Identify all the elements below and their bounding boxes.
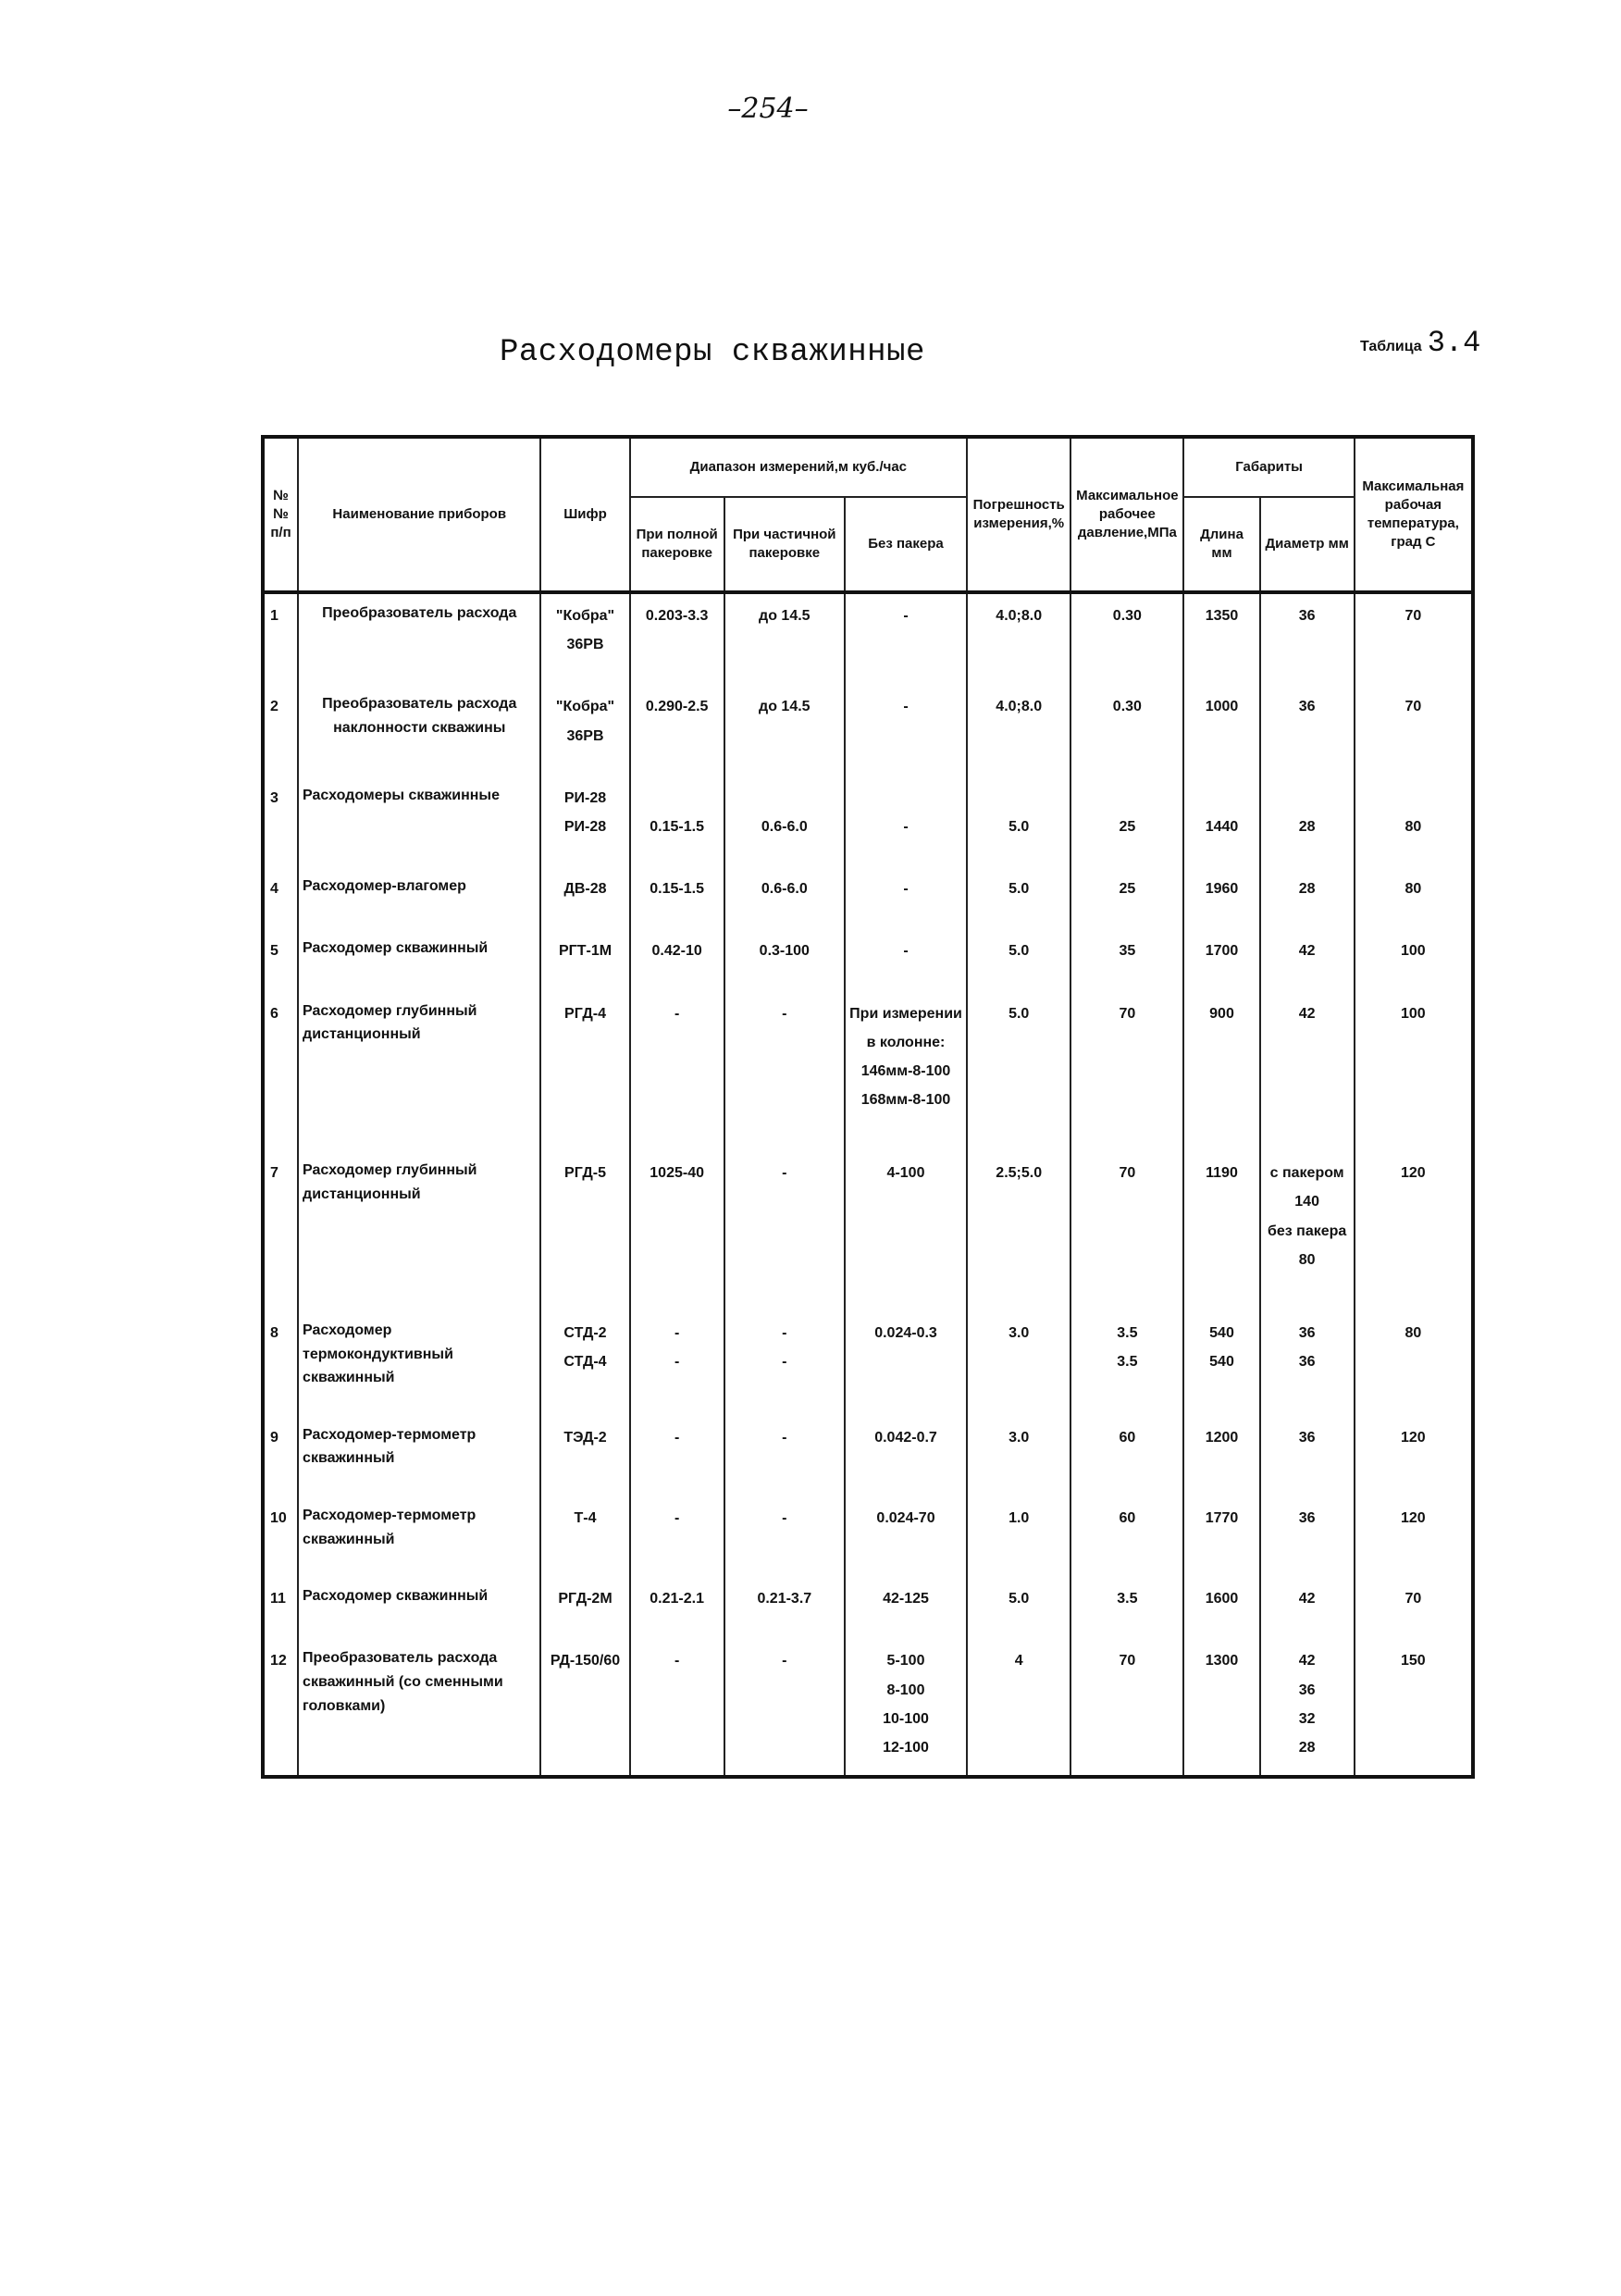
cell-temp: 70 [1355,1577,1473,1639]
cell-temp: 80 [1355,776,1473,867]
cell-error: 3.0 [967,1311,1070,1416]
cell-range-partial: - [724,1151,845,1311]
cell-pressure: 60 [1070,1496,1183,1577]
cell-name: Преобразователь расхода [298,592,540,685]
cell-temp: 100 [1355,992,1473,1152]
cell-diameter: 42 [1260,929,1355,991]
cell-range-none: - [845,776,967,867]
cell-temp: 120 [1355,1496,1473,1577]
cell-range-partial: 0.3-100 [724,929,845,991]
cell-diameter: 42 [1260,992,1355,1152]
cell-name: Расходомер-влагомер [298,867,540,929]
cell-range-none: При измерении в колонне: 146мм-8-100 168мм-8-100 [845,992,967,1152]
cell-range-none: - [845,867,967,929]
cell-code: ТЭД-2 [540,1416,629,1496]
cell-range-none: - [845,685,967,776]
cell-error: 5.0 [967,776,1070,867]
cell-code: Т-4 [540,1496,629,1577]
cell-name: Расходомер-термометр скважинный [298,1416,540,1496]
cell-num: 1 [263,592,298,685]
cell-length: 1960 [1183,867,1259,929]
cell-range-full: - [630,1639,724,1777]
cell-name: Преобразователь расхода наклонности скважины [298,685,540,776]
cell-pressure: 3.5 3.5 [1070,1311,1183,1416]
cell-pressure: 60 [1070,1416,1183,1496]
cell-name: Расходомеры скважинные [298,776,540,867]
flowmeters-table [261,435,1475,1779]
cell-code: РГД-5 [540,1151,629,1311]
cell-range-partial: - [724,1496,845,1577]
header-temp: Максимальная рабочая температура, град С [1355,437,1473,592]
table-row [263,867,1473,929]
cell-range-full: 1025-40 [630,1151,724,1311]
cell-num: 8 [263,1311,298,1416]
header-error: Погрешность измерения,% [967,437,1070,592]
table-row [263,685,1473,776]
cell-length: 900 [1183,992,1259,1152]
cell-range-full: - [630,992,724,1152]
header-code: Шифр [540,437,629,592]
cell-range-full: 0.15-1.5 [630,776,724,867]
cell-range-partial: до 14.5 [724,685,845,776]
cell-pressure: 0.30 [1070,685,1183,776]
header-range-full: При полной пакеровке [630,497,724,592]
cell-range-none: 4-100 [845,1151,967,1311]
cell-error: 4.0;8.0 [967,685,1070,776]
cell-num: 12 [263,1639,298,1777]
cell-code: "Кобра" 36РВ [540,592,629,685]
cell-range-partial: - [724,1639,845,1777]
cell-error: 4.0;8.0 [967,592,1070,685]
cell-range-partial: 0.6-6.0 [724,867,845,929]
cell-num: 3 [263,776,298,867]
cell-pressure: 70 [1070,1151,1183,1311]
cell-range-partial: 0.21-3.7 [724,1577,845,1639]
cell-temp: 120 [1355,1416,1473,1496]
cell-num: 5 [263,929,298,991]
table-row [263,1311,1473,1416]
cell-code: ДВ-28 [540,867,629,929]
table-row [263,1577,1473,1639]
table-row [263,1639,1473,1777]
cell-name: Расходомер глубинный дистанционный [298,992,540,1152]
cell-temp: 100 [1355,929,1473,991]
cell-num: 10 [263,1496,298,1577]
cell-range-full: - [630,1496,724,1577]
header-diameter: Диаметр мм [1260,497,1355,592]
table-row [263,776,1473,867]
cell-length: 1190 [1183,1151,1259,1311]
cell-range-full: 0.21-2.1 [630,1577,724,1639]
table-label-number: 3.4 [1427,326,1481,360]
cell-diameter: с пакером 140 без пакера 80 [1260,1151,1355,1311]
cell-range-partial: 0.6-6.0 [724,776,845,867]
cell-range-none: 0.024-0.3 [845,1311,967,1416]
cell-temp: 70 [1355,592,1473,685]
cell-diameter: 28 [1260,867,1355,929]
cell-num: 7 [263,1151,298,1311]
header-range-partial: При частичной пакеровке [724,497,845,592]
cell-num: 9 [263,1416,298,1496]
cell-code: СТД-2 СТД-4 [540,1311,629,1416]
table-label-prefix: Таблица [1360,339,1422,354]
table-row [263,1416,1473,1496]
cell-pressure: 25 [1070,776,1183,867]
cell-range-partial: - - [724,1311,845,1416]
table-row [263,992,1473,1152]
header-pressure: Максимальное рабочее давление,МПа [1070,437,1183,592]
page-title: Расходомеры скважинные [500,335,925,370]
cell-code: РГД-4 [540,992,629,1152]
cell-error: 5.0 [967,867,1070,929]
table-row [263,592,1473,685]
cell-pressure: 35 [1070,929,1183,991]
cell-name: Расходомер скважинный [298,1577,540,1639]
cell-range-partial: - [724,992,845,1152]
cell-range-none: 0.042-0.7 [845,1416,967,1496]
cell-length: 1350 [1183,592,1259,685]
header-range-group: Диапазон измерений,м куб./час [630,437,968,497]
table-row [263,929,1473,991]
cell-range-none: 5-100 8-100 10-100 12-100 [845,1639,967,1777]
cell-error: 1.0 [967,1496,1070,1577]
cell-length: 1000 [1183,685,1259,776]
header-range-none: Без пакера [845,497,967,592]
cell-range-full: 0.203-3.3 [630,592,724,685]
cell-range-full: - [630,1416,724,1496]
cell-code: РИ-28 РИ-28 [540,776,629,867]
cell-num: 4 [263,867,298,929]
header-length: Длина мм [1183,497,1259,592]
cell-range-none: - [845,592,967,685]
page-number: –254– [727,93,809,125]
cell-diameter: 42 [1260,1577,1355,1639]
cell-temp: 150 [1355,1639,1473,1777]
cell-range-full: 0.290-2.5 [630,685,724,776]
cell-name: Расходомер термокондуктивный скважинный [298,1311,540,1416]
header-num: №№ п/п [263,437,298,592]
cell-pressure: 3.5 [1070,1577,1183,1639]
cell-length: 1770 [1183,1496,1259,1577]
cell-temp: 120 [1355,1151,1473,1311]
cell-diameter: 36 [1260,592,1355,685]
cell-pressure: 70 [1070,1639,1183,1777]
cell-pressure: 0.30 [1070,592,1183,685]
cell-code: "Кобра" 36РВ [540,685,629,776]
cell-length: 1200 [1183,1416,1259,1496]
cell-code: РД-150/60 [540,1639,629,1777]
cell-error: 5.0 [967,929,1070,991]
cell-range-none: 42-125 [845,1577,967,1639]
cell-num: 2 [263,685,298,776]
cell-range-full: 0.15-1.5 [630,867,724,929]
header-name: Наименование приборов [298,437,540,592]
cell-code: РГТ-1М [540,929,629,991]
cell-error: 4 [967,1639,1070,1777]
table-body [263,592,1473,1777]
cell-diameter: 28 [1260,776,1355,867]
cell-error: 5.0 [967,992,1070,1152]
cell-range-none: 0.024-70 [845,1496,967,1577]
table-row [263,1496,1473,1577]
cell-length: 1300 [1183,1639,1259,1777]
cell-diameter: 36 [1260,1496,1355,1577]
cell-length: 1700 [1183,929,1259,991]
cell-name: Расходомер скважинный [298,929,540,991]
cell-temp: 80 [1355,867,1473,929]
cell-error: 5.0 [967,1577,1070,1639]
cell-name: Расходомер-термометр скважинный [298,1496,540,1577]
cell-temp: 80 [1355,1311,1473,1416]
cell-range-none: - [845,929,967,991]
cell-length: 540 540 [1183,1311,1259,1416]
cell-range-partial: - [724,1416,845,1496]
cell-length: 1600 [1183,1577,1259,1639]
cell-name: Расходомер глубинный дистанционный [298,1151,540,1311]
header-dims-group: Габариты [1183,437,1354,497]
cell-error: 2.5;5.0 [967,1151,1070,1311]
cell-range-partial: до 14.5 [724,592,845,685]
cell-diameter: 36 36 [1260,1311,1355,1416]
cell-num: 6 [263,992,298,1152]
table-label [1360,326,1480,360]
cell-length: 1440 [1183,776,1259,867]
table-row [263,1151,1473,1311]
cell-code: РГД-2М [540,1577,629,1639]
cell-pressure: 25 [1070,867,1183,929]
cell-diameter: 36 [1260,1416,1355,1496]
cell-diameter: 36 [1260,685,1355,776]
cell-error: 3.0 [967,1416,1070,1496]
cell-num: 11 [263,1577,298,1639]
cell-pressure: 70 [1070,992,1183,1152]
cell-range-full: - - [630,1311,724,1416]
cell-name: Преобразователь расхода скважинный (со сменными головками) [298,1639,540,1777]
cell-temp: 70 [1355,685,1473,776]
cell-diameter: 42 36 32 28 [1260,1639,1355,1777]
cell-range-full: 0.42-10 [630,929,724,991]
